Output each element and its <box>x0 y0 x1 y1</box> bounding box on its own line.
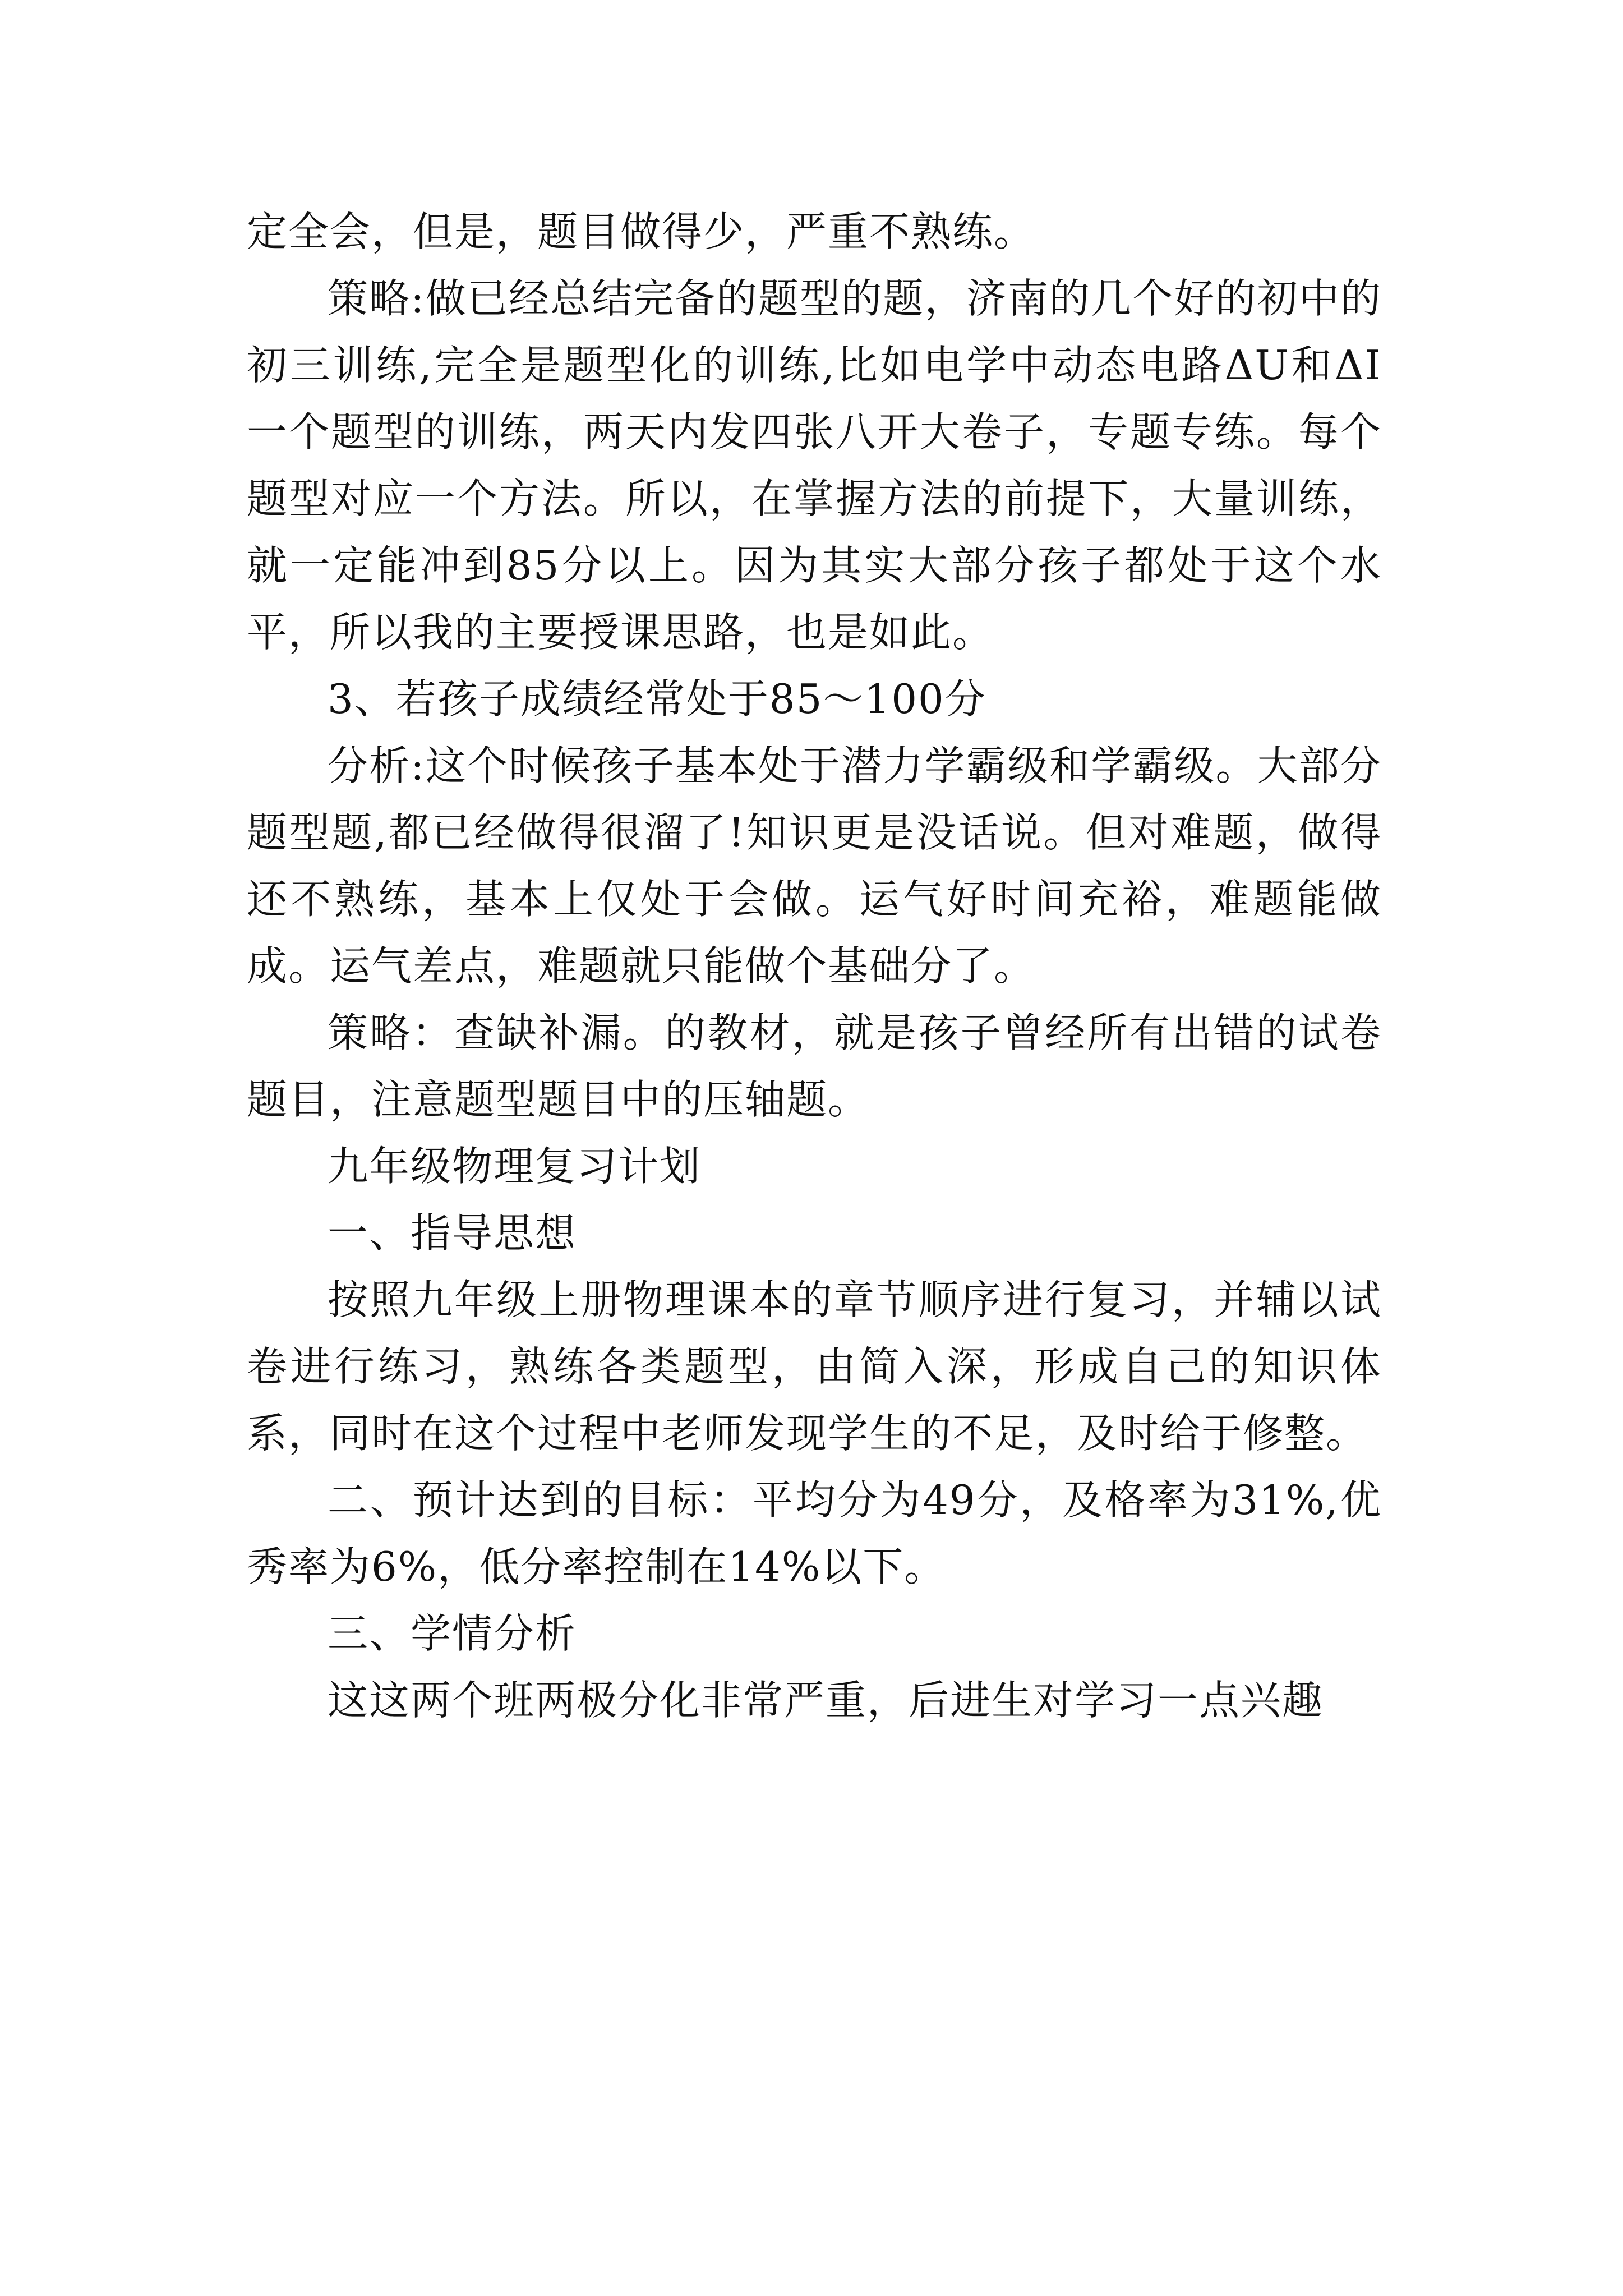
paragraph-strategy-1: 策略:做已经总结完备的题型的题，济南的几个好的初中的初三训练,完全是题型化的训练,比如电学中动态电路ΔU和ΔI一个题型的训练，两天内发四张八开大卷子，专题专练。每个题型对应一个方法。所以，在掌握方法的前提下，大量训练，就一定能冲到85分以上。因为其实大部分孩子都处于这个水平，所以我的主要授课思路，也是如此。 <box>247 275 1382 656</box>
paragraph-section-student-analysis: 三、学情分析 <box>328 1610 577 1657</box>
paragraph-heading-score-range: 3、若孩子成绩经常处于85～100分 <box>328 675 986 723</box>
paragraph-student-analysis-body: 这这两个班两极分化非常严重，后进生对学习一点兴趣 <box>328 1677 1324 1724</box>
paragraph-analysis: 分析:这个时候孩子基本处于潜力学霸级和学霸级。大部分题型题,都已经做得很溜了!知识更是没话说。但对难题，做得还不熟练，基本上仅处于会做。运气好时间充裕，难题能做成。运气差点，难题就只能做个基础分了。 <box>247 742 1382 990</box>
document-body <box>247 199 1382 1734</box>
paragraph-guiding-thought-body: 按照九年级上册物理课本的章节顺序进行复习，并辅以试卷进行练习，熟练各类题型，由简入深，形成自己的知识体系，同时在这个过程中老师发现学生的不足，及时给于修整。 <box>247 1276 1382 1457</box>
paragraph-section-targets: 二、预计达到的目标：平均分为49分，及格率为31%,优秀率为6%，低分率控制在14%以下。 <box>247 1476 1382 1590</box>
paragraph-section-guiding-thought: 一、指导思想 <box>328 1209 577 1257</box>
paragraph-continuation: 定全会，但是，题目做得少，严重不熟练。 <box>247 208 1036 255</box>
paragraph-strategy-2: 策略：查缺补漏。的教材，就是孩子曾经所有出错的试卷题目，注意题型题目中的压轴题。 <box>247 1009 1382 1123</box>
paragraph-plan-title: 九年级物理复习计划 <box>328 1143 702 1190</box>
